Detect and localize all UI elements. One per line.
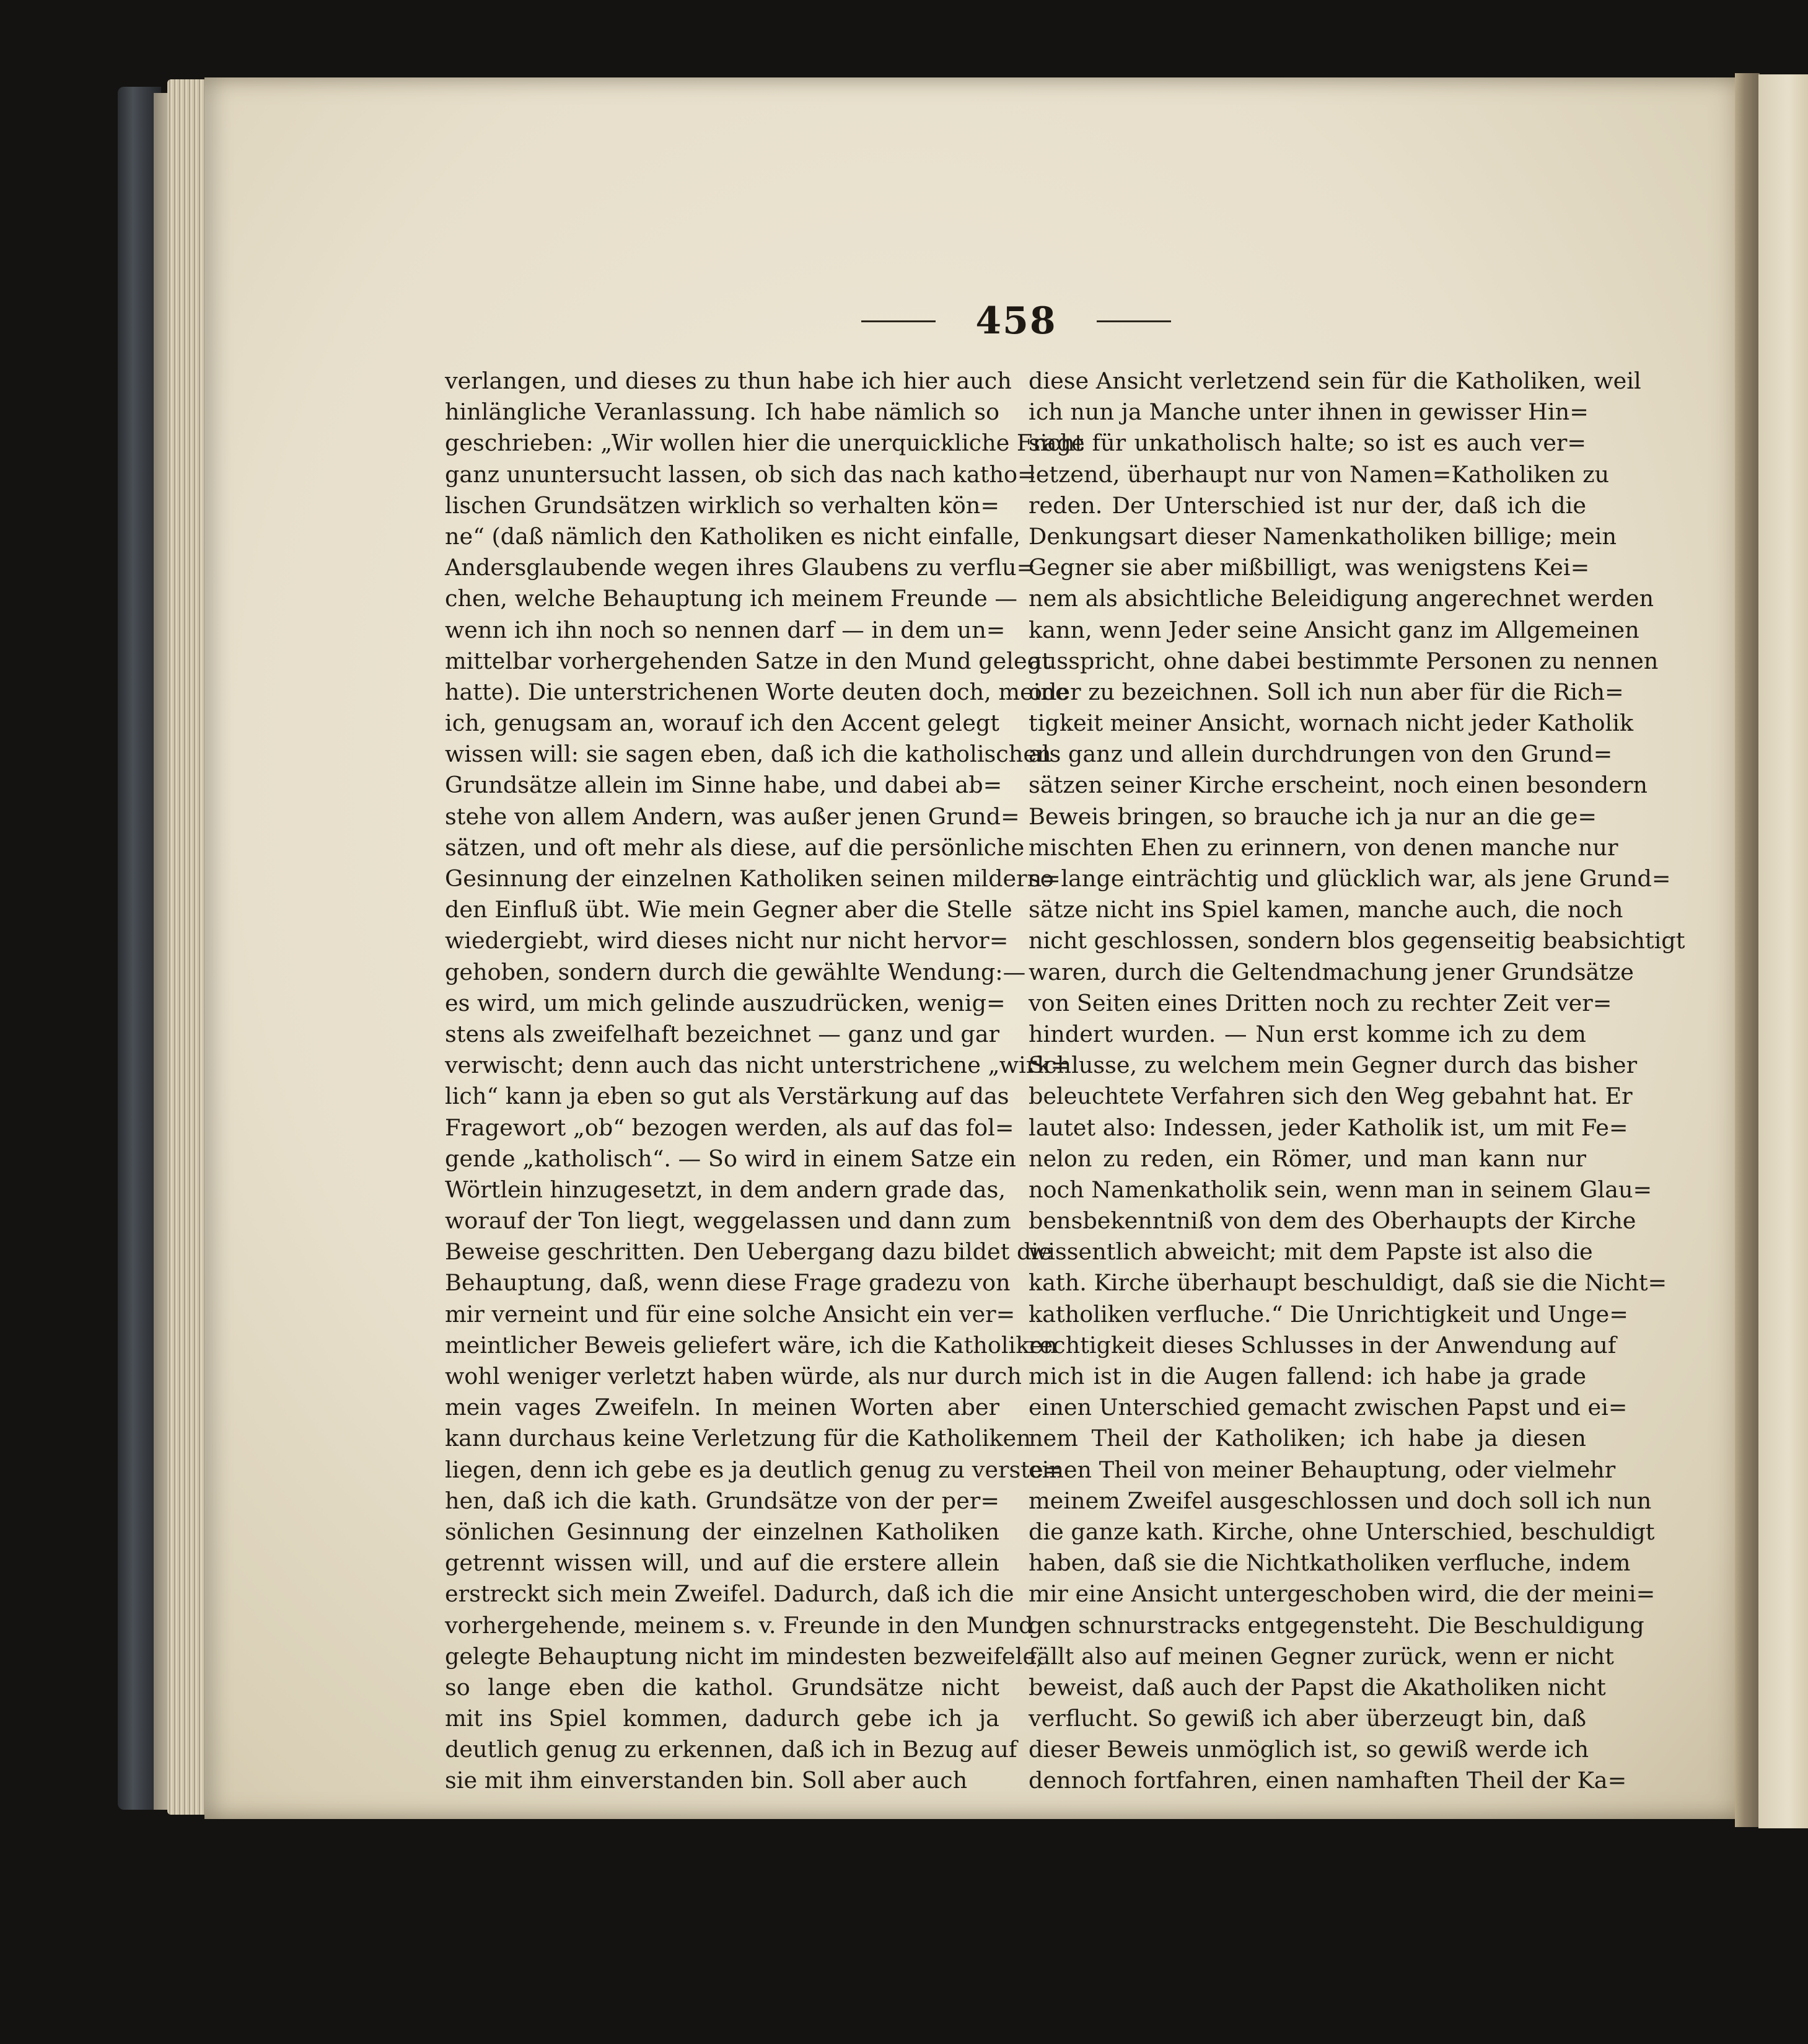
text-line: gende „katholisch“. — So wird in einem Satze ein	[445, 1145, 1016, 1172]
text-line: so lange eben die kathol. Grundsätze nicht	[445, 1673, 999, 1701]
text-line: kann durchaus keine Verletzung für die Katholiken	[445, 1425, 1031, 1452]
header-rule-right	[1097, 320, 1171, 322]
text-line: diese Ansicht verletzend sein für die Katholiken, weil	[1029, 368, 1641, 394]
text-line: Behauptung, daß, wenn diese Frage gradezu von	[445, 1269, 1011, 1297]
text-line: gelegte Behauptung nicht im mindesten bezweifele,	[445, 1642, 1043, 1670]
text-line: Fragewort „ob“ bezogen werden, als auf das fol=	[445, 1114, 1014, 1141]
cover-edge	[154, 93, 169, 1810]
text-line: sätzen, und oft mehr als diese, auf die persönliche	[445, 834, 1025, 861]
text-line: mein vages Zweifeln. In meinen Worten aber	[445, 1394, 999, 1421]
text-line: Gesinnung der einzelnen Katholiken seinen mildern=	[445, 865, 1061, 892]
text-line: so lange einträchtig und glücklich war, als jene Grund=	[1029, 865, 1671, 892]
text-line: haben, daß sie die Nichtkatholiken verfluche, indem	[1029, 1549, 1631, 1577]
text-line: einen Unterschied gemacht zwischen Papst und ei=	[1029, 1394, 1628, 1421]
text-line: Wörtlein hinzugesetzt, in dem andern grade das,	[445, 1176, 1006, 1203]
text-line: verlangen, und dieses zu thun habe ich hier auch	[445, 368, 1012, 394]
text-line: nem als absichtliche Beleidigung angerechnet werden	[1029, 585, 1654, 612]
text-line: tigkeit meiner Ansicht, wornach nicht jeder Katholik	[1029, 710, 1634, 737]
text-line: mittelbar vorhergehenden Satze in den Mund gelegt	[445, 647, 1051, 674]
text-line: kath. Kirche überhaupt beschuldigt, daß sie die Nicht=	[1029, 1269, 1667, 1297]
text-line: als ganz und allein durchdrungen von den Grund=	[1029, 741, 1613, 768]
text-line: liegen, denn ich gebe es ja deutlich genug zu verste=	[445, 1456, 1063, 1483]
text-line: mischten Ehen zu erinnern, von denen manche nur	[1029, 834, 1618, 861]
text-line: stens als zweifelhaft bezeichnet — ganz und gar	[445, 1020, 1000, 1047]
text-column-left	[445, 366, 1085, 1794]
text-line: es wird, um mich gelinde auszudrücken, wenig=	[445, 989, 1006, 1016]
text-line: ne“ (daß nämlich den Katholiken es nicht einfalle,	[445, 522, 1020, 550]
text-line: lich“ kann ja eben so gut als Verstärkung auf das	[445, 1083, 1009, 1110]
text-column-right	[1029, 366, 1685, 1794]
text-line: ausspricht, ohne dabei bestimmte Personen zu nennen	[1029, 647, 1659, 674]
text-line: sätze nicht ins Spiel kamen, manche auch, die noch	[1029, 896, 1623, 923]
text-line: getrennt wissen will, und auf die erstere allein	[445, 1549, 999, 1577]
text-line: mit ins Spiel kommen, dadurch gebe ich ja	[445, 1705, 999, 1732]
text-line: meinem Zweifel ausgeschlossen und doch soll ich nun	[1029, 1487, 1652, 1514]
text-line: dennoch fortfahren, einen namhaften Theil der Ka=	[1029, 1767, 1627, 1794]
header-rule-left	[861, 320, 936, 322]
text-line: bensbekenntniß von dem des Oberhaupts der Kirche	[1029, 1207, 1636, 1235]
text-line: waren, durch die Geltendmachung jener Grundsätze	[1029, 958, 1634, 985]
text-line: Schlusse, zu welchem mein Gegner durch das bisher	[1029, 1052, 1638, 1079]
text-line: fällt also auf meinen Gegner zurück, wenn er nicht	[1029, 1642, 1614, 1670]
text-line: Beweis bringen, so brauche ich ja nur an die ge=	[1029, 803, 1597, 830]
text-line: meintlicher Beweis geliefert wäre, ich die Katholiken	[445, 1331, 1058, 1359]
text-line: noch Namenkatholik sein, wenn man in seinem Glau=	[1029, 1176, 1652, 1203]
text-line: deutlich genug zu erkennen, daß ich in Bezug auf	[445, 1736, 1017, 1763]
text-line: dieser Beweis unmöglich ist, so gewiß werde ich	[1029, 1736, 1589, 1763]
text-line: nelon zu reden, ein Römer, und man kann nur	[1029, 1145, 1586, 1172]
text-line: reden. Der Unterschied ist nur der, daß ich die	[1029, 491, 1586, 519]
text-line: mir verneint und für eine solche Ansicht ein ver=	[445, 1300, 1016, 1328]
text-line: hatte). Die unterstrichenen Worte deuten doch, meine	[445, 678, 1069, 705]
text-line: Andersglaubende wegen ihres Glaubens zu verflu=	[445, 554, 1036, 581]
text-line: wissentlich abweicht; mit dem Papste ist also die	[1029, 1238, 1593, 1266]
text-line: wiedergiebt, wird dieses nicht nur nicht hervor=	[445, 927, 1009, 954]
text-line: von Seiten eines Dritten noch zu rechter Zeit ver=	[1029, 989, 1612, 1016]
page-header	[861, 296, 1171, 346]
text-line: vorhergehende, meinem s. v. Freunde in den Mund	[445, 1611, 1033, 1639]
book-gutter	[1735, 73, 1760, 1827]
text-line: Gegner sie aber mißbilligt, was wenigstens Kei=	[1029, 554, 1590, 581]
text-line: mir eine Ansicht untergeschoben wird, die der meini=	[1029, 1580, 1656, 1608]
text-line: verwischt; denn auch das nicht unterstrichene „wirk=	[445, 1052, 1070, 1079]
text-line: sie mit ihm einverstanden bin. Soll aber auch	[445, 1767, 968, 1794]
text-line: sicht für unkatholisch halte; so ist es auch ver=	[1029, 430, 1586, 457]
text-line: gen schnurstracks entgegensteht. Die Beschuldigung	[1029, 1611, 1644, 1639]
text-line: hen, daß ich die kath. Grundsätze von der per=	[445, 1487, 999, 1514]
text-line: wohl weniger verletzt haben würde, als nur durch	[445, 1363, 1022, 1390]
text-line: sätzen seiner Kirche erscheint, noch einen besondern	[1029, 772, 1648, 799]
text-line: mich ist in die Augen fallend: ich habe ja grade	[1029, 1363, 1586, 1390]
text-line: den Einfluß übt. Wie mein Gegner aber die Stelle	[445, 896, 1012, 923]
text-line: oder zu bezeichnen. Soll ich nun aber für die Rich=	[1029, 678, 1624, 705]
text-line: katholiken verfluche.“ Die Unrichtigkeit und Unge=	[1029, 1300, 1628, 1328]
text-line: wenn ich ihn noch so nennen darf — in dem un=	[445, 616, 1006, 643]
text-line: hindert wurden. — Nun erst komme ich zu dem	[1029, 1020, 1586, 1047]
text-line: hinlängliche Veranlassung. Ich habe nämlich so	[445, 399, 999, 426]
text-line: nicht geschlossen, sondern blos gegenseitig beabsichtigt	[1029, 927, 1685, 954]
text-line: worauf der Ton liegt, weggelassen und dann zum	[445, 1207, 1011, 1235]
text-line: verflucht. So gewiß ich aber überzeugt bin, daß	[1029, 1705, 1586, 1732]
text-line: gehoben, sondern durch die gewählte Wendung:—	[445, 958, 1026, 985]
text-line: Grundsätze allein im Sinne habe, und dabei ab=	[445, 772, 1003, 799]
text-line: kann, wenn Jeder seine Ansicht ganz im Allgemeinen	[1029, 616, 1639, 643]
text-line: stehe von allem Andern, was außer jenen Grund=	[445, 803, 1020, 830]
text-line: ich nun ja Manche unter ihnen in gewisser Hin=	[1029, 399, 1589, 426]
text-line: Denkungsart dieser Namenkatholiken billige; mein	[1029, 522, 1617, 550]
text-line: erstreckt sich mein Zweifel. Dadurch, daß ich die	[445, 1580, 1014, 1608]
text-line: ich, genugsam an, worauf ich den Accent gelegt	[445, 710, 999, 737]
text-line: chen, welche Behauptung ich meinem Freunde —	[445, 585, 1018, 612]
text-line: letzend, überhaupt nur von Namen=Katholiken zu	[1029, 460, 1610, 488]
text-line: lischen Grundsätzen wirklich so verhalten kön=	[445, 491, 999, 519]
text-line: einen Theil von meiner Behauptung, oder vielmehr	[1029, 1456, 1616, 1483]
text-line: geschrieben: „Wir wollen hier die unerquickliche Frage	[445, 430, 1085, 457]
next-page-sliver	[1758, 74, 1808, 1828]
text-line: lautet also: Indessen, jeder Katholik ist, um mit Fe=	[1029, 1114, 1628, 1141]
text-line: beweist, daß auch der Papst die Akatholiken nicht	[1029, 1673, 1606, 1701]
text-line: nem Theil der Katholiken; ich habe ja diesen	[1029, 1425, 1586, 1452]
text-line: rechtigkeit dieses Schlusses in der Anwendung auf	[1029, 1331, 1617, 1359]
page-number: 458	[975, 299, 1057, 343]
text-line: Beweise geschritten. Den Uebergang dazu bildet die	[445, 1238, 1052, 1266]
text-line: wissen will: sie sagen eben, daß ich die katholischen	[445, 741, 1051, 768]
text-line: ganz ununtersucht lassen, ob sich das nach katho=	[445, 460, 1037, 488]
text-line: sönlichen Gesinnung der einzelnen Katholiken	[445, 1518, 999, 1545]
text-line: die ganze kath. Kirche, ohne Unterschied, beschuldigt	[1029, 1518, 1655, 1545]
text-line: beleuchtete Verfahren sich den Weg gebahnt hat. Er	[1029, 1083, 1633, 1110]
